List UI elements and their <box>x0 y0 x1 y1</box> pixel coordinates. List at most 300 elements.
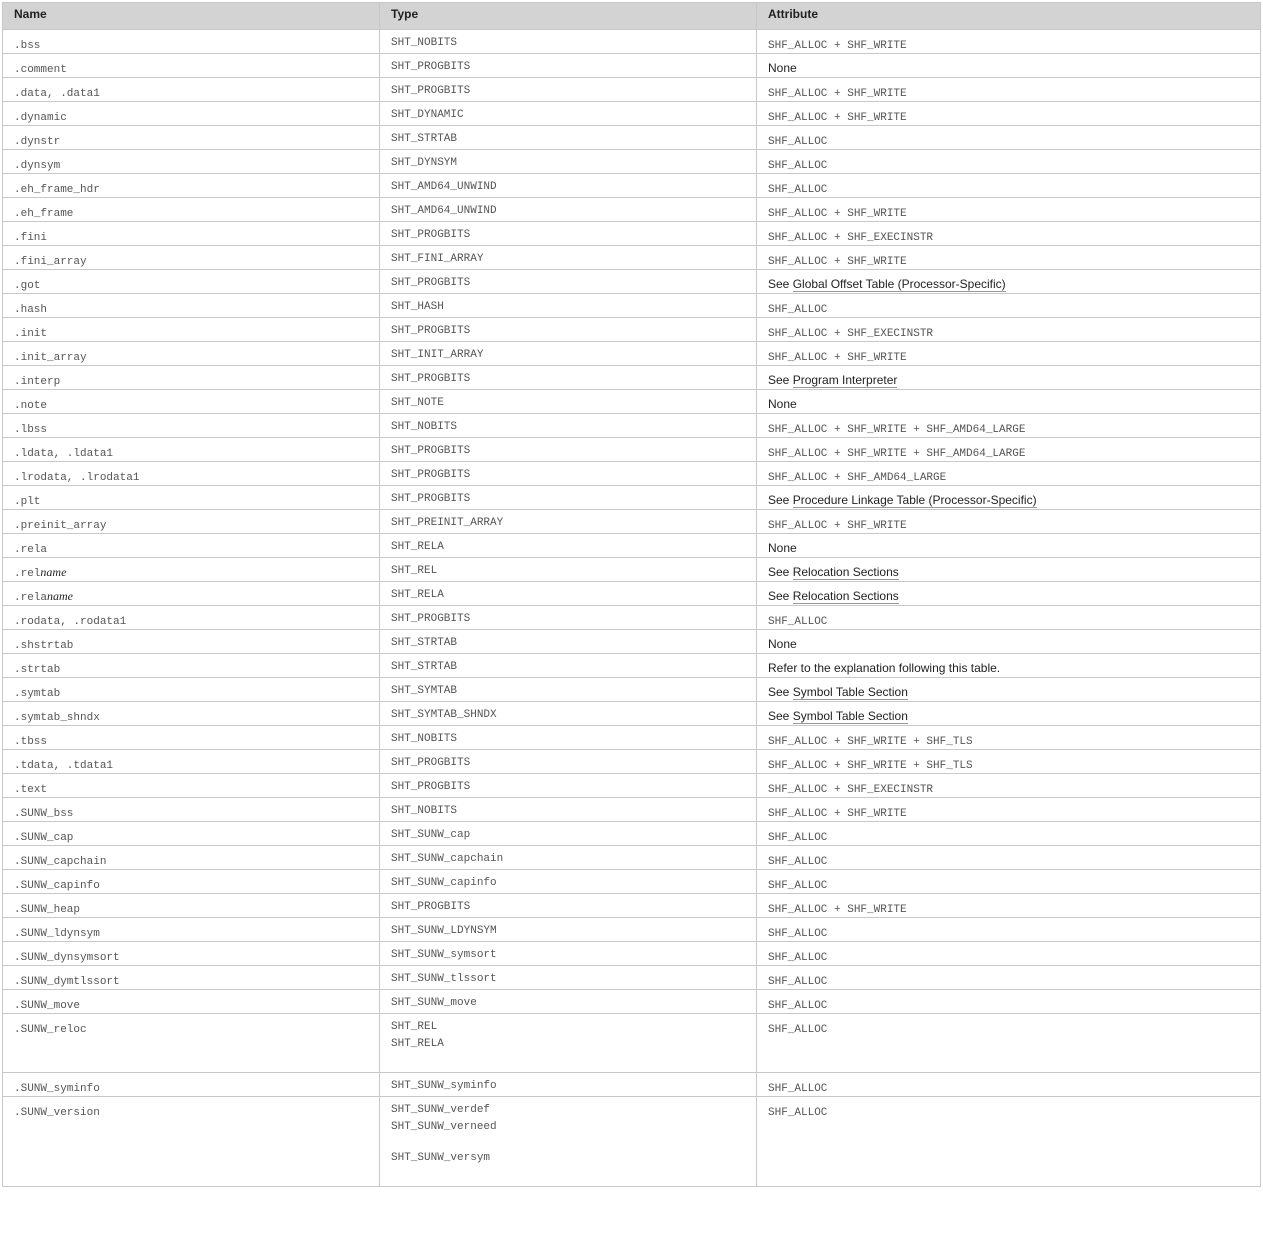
attribute-flags: SHF_ALLOC + SHF_WRITE + SHF_TLS <box>768 760 973 772</box>
section-type: SHT_PROGBITS <box>391 469 471 481</box>
table-row <box>3 198 1261 222</box>
attribute-flags: SHF_ALLOC + SHF_WRITE <box>768 808 907 820</box>
cell-type <box>380 486 757 510</box>
cell-name <box>3 558 380 582</box>
cell-type <box>380 198 757 222</box>
attribute-flags: SHF_ALLOC + SHF_WRITE <box>768 208 907 220</box>
attribute-flags: SHF_ALLOC <box>768 1024 828 1036</box>
cell-type <box>380 174 757 198</box>
table-row <box>3 318 1261 342</box>
section-type: SHT_REL <box>391 1021 438 1033</box>
cell-attribute <box>757 486 1261 510</box>
section-name: .rela <box>14 592 48 604</box>
attribute-reference <box>768 589 899 604</box>
cell-attribute <box>757 774 1261 798</box>
section-type: SHT_RELA <box>391 541 444 553</box>
cell-name <box>3 246 380 270</box>
table-row <box>3 294 1261 318</box>
section-type: SHT_NOTE <box>391 397 444 409</box>
section-name: .rodata, .rodata1 <box>14 616 127 628</box>
section-name: .eh_frame <box>14 208 74 220</box>
see-prefix: See <box>768 685 793 699</box>
cell-attribute <box>757 846 1261 870</box>
table-row <box>3 534 1261 558</box>
table-row <box>3 1097 1261 1187</box>
cell-name <box>3 534 380 558</box>
attribute-flags: SHF_ALLOC + SHF_WRITE <box>768 112 907 124</box>
section-name: .SUNW_capchain <box>14 856 107 868</box>
cell-type <box>380 102 757 126</box>
cell-name <box>3 894 380 918</box>
cell-name <box>3 30 380 54</box>
cell-type <box>380 798 757 822</box>
cell-attribute <box>757 630 1261 654</box>
attribute-text: None <box>768 637 797 651</box>
cell-attribute <box>757 822 1261 846</box>
attribute-flags: SHF_ALLOC + SHF_EXECINSTR <box>768 328 934 340</box>
section-name: .rel <box>14 568 41 580</box>
table-row <box>3 630 1261 654</box>
cell-attribute <box>757 918 1261 942</box>
table-row <box>3 966 1261 990</box>
section-type: SHT_AMD64_UNWIND <box>391 205 497 217</box>
section-name: .symtab_shndx <box>14 712 100 724</box>
see-prefix: See <box>768 565 793 579</box>
cell-type <box>380 726 757 750</box>
cell-type <box>380 390 757 414</box>
cell-name <box>3 222 380 246</box>
cell-name <box>3 798 380 822</box>
section-name: .comment <box>14 64 67 76</box>
table-row <box>3 798 1261 822</box>
attribute-flags: SHF_ALLOC + SHF_WRITE <box>768 40 907 52</box>
cell-type <box>380 318 757 342</box>
cell-name <box>3 1073 380 1097</box>
cell-name <box>3 438 380 462</box>
reference-link[interactable]: Symbol Table Section <box>792 709 908 723</box>
attribute-flags: SHF_ALLOC + SHF_WRITE + SHF_AMD64_LARGE <box>768 424 1026 436</box>
cell-attribute <box>757 150 1261 174</box>
attribute-flags: SHF_ALLOC + SHF_WRITE <box>768 352 907 364</box>
cell-name <box>3 54 380 78</box>
section-type: SHT_PROGBITS <box>391 229 471 241</box>
cell-attribute <box>757 678 1261 702</box>
cell-name <box>3 582 380 606</box>
section-type: SHT_DYNSYM <box>391 157 458 169</box>
table-row <box>3 774 1261 798</box>
cell-name <box>3 318 380 342</box>
cell-type <box>380 918 757 942</box>
section-name: .dynsym <box>14 160 61 172</box>
section-name: .note <box>14 400 48 412</box>
reference-link[interactable]: Global Offset Table (Processor-Specific) <box>792 277 1006 291</box>
cell-attribute <box>757 102 1261 126</box>
header-row <box>3 3 1261 30</box>
attribute-reference <box>768 373 897 388</box>
section-name: .strtab <box>14 664 61 676</box>
cell-type <box>380 342 757 366</box>
cell-attribute <box>757 390 1261 414</box>
attribute-flags: SHF_ALLOC <box>768 952 828 964</box>
cell-type <box>380 1073 757 1097</box>
cell-attribute <box>757 222 1261 246</box>
cell-type <box>380 246 757 270</box>
section-name: .tdata, .tdata1 <box>14 760 114 772</box>
cell-type <box>380 702 757 726</box>
section-name: .text <box>14 784 48 796</box>
attribute-flags: SHF_ALLOC <box>768 832 828 844</box>
cell-attribute <box>757 1073 1261 1097</box>
table-row <box>3 846 1261 870</box>
cell-attribute <box>757 702 1261 726</box>
section-type: SHT_SYMTAB <box>391 685 458 697</box>
cell-name <box>3 174 380 198</box>
section-type: SHT_SUNW_cap <box>391 829 471 841</box>
cell-name <box>3 198 380 222</box>
section-type: SHT_STRTAB <box>391 637 458 649</box>
column-header-type: Type <box>380 3 757 30</box>
table-row <box>3 1073 1261 1097</box>
section-name: .fini <box>14 232 48 244</box>
cell-attribute <box>757 582 1261 606</box>
section-type: SHT_PROGBITS <box>391 85 471 97</box>
section-type: SHT_NOBITS <box>391 421 458 433</box>
cell-type <box>380 894 757 918</box>
cell-name <box>3 270 380 294</box>
cell-name <box>3 414 380 438</box>
reference-link[interactable]: Program Interpreter <box>792 373 898 387</box>
section-type: SHT_NOBITS <box>391 733 458 745</box>
reference-link[interactable]: Symbol Table Section <box>792 685 908 699</box>
cell-type <box>380 990 757 1014</box>
cell-attribute <box>757 30 1261 54</box>
table-row <box>3 510 1261 534</box>
cell-attribute <box>757 510 1261 534</box>
section-type: SHT_SUNW_verneed <box>391 1121 497 1133</box>
section-type: SHT_INIT_ARRAY <box>391 349 484 361</box>
section-name: .SUNW_reloc <box>14 1024 87 1036</box>
section-table <box>2 2 1261 1187</box>
cell-attribute <box>757 414 1261 438</box>
section-name: .interp <box>14 376 61 388</box>
table-row <box>3 438 1261 462</box>
cell-name <box>3 678 380 702</box>
section-type: SHT_PROGBITS <box>391 493 471 505</box>
cell-name <box>3 630 380 654</box>
table-row <box>3 462 1261 486</box>
section-name: .lbss <box>14 424 48 436</box>
cell-name <box>3 774 380 798</box>
section-type: SHT_PROGBITS <box>391 325 471 337</box>
cell-attribute <box>757 942 1261 966</box>
section-type: SHT_RELA <box>391 589 444 601</box>
section-name: .SUNW_move <box>14 1000 81 1012</box>
cell-attribute <box>757 1014 1261 1073</box>
cell-type <box>380 54 757 78</box>
table-row <box>3 558 1261 582</box>
cell-type <box>380 510 757 534</box>
section-type: SHT_PROGBITS <box>391 373 471 385</box>
section-type: SHT_HASH <box>391 301 444 313</box>
section-type: SHT_STRTAB <box>391 133 458 145</box>
section-name: .tbss <box>14 736 48 748</box>
table-row <box>3 606 1261 630</box>
section-type: SHT_NOBITS <box>391 37 458 49</box>
table-row <box>3 102 1261 126</box>
section-type: SHT_FINI_ARRAY <box>391 253 484 265</box>
cell-type <box>380 750 757 774</box>
cell-attribute <box>757 606 1261 630</box>
section-type: SHT_SUNW_LDYNSYM <box>391 925 497 937</box>
table-row <box>3 678 1261 702</box>
section-name: .shstrtab <box>14 640 74 652</box>
section-name: .eh_frame_hdr <box>14 184 100 196</box>
attribute-reference <box>768 685 908 700</box>
section-type: SHT_SYMTAB_SHNDX <box>391 709 497 721</box>
attribute-flags: SHF_ALLOC + SHF_WRITE + SHF_AMD64_LARGE <box>768 448 1026 460</box>
attribute-flags: SHF_ALLOC + SHF_EXECINSTR <box>768 232 934 244</box>
section-name: .symtab <box>14 688 61 700</box>
section-type: SHT_PROGBITS <box>391 61 471 73</box>
cell-name <box>3 78 380 102</box>
cell-name <box>3 966 380 990</box>
cell-type <box>380 462 757 486</box>
cell-type <box>380 1014 757 1073</box>
cell-name <box>3 822 380 846</box>
cell-type <box>380 822 757 846</box>
cell-type <box>380 846 757 870</box>
section-name: .ldata, .ldata1 <box>14 448 114 460</box>
attribute-flags: SHF_ALLOC <box>768 1000 828 1012</box>
section-name: .SUNW_dymtlssort <box>14 976 120 988</box>
table-row <box>3 894 1261 918</box>
cell-type <box>380 966 757 990</box>
see-prefix: See <box>768 277 793 291</box>
attribute-text: None <box>768 397 797 411</box>
cell-attribute <box>757 438 1261 462</box>
section-name-placeholder: name <box>40 565 67 579</box>
section-type: SHT_SUNW_capchain <box>391 853 504 865</box>
cell-attribute <box>757 726 1261 750</box>
section-name: .fini_array <box>14 256 87 268</box>
cell-name <box>3 870 380 894</box>
cell-attribute <box>757 462 1261 486</box>
cell-name <box>3 990 380 1014</box>
cell-attribute <box>757 318 1261 342</box>
table-row <box>3 30 1261 54</box>
section-type: SHT_SUNW_symsort <box>391 949 497 961</box>
table-row <box>3 702 1261 726</box>
reference-link[interactable]: Procedure Linkage Table (Processor-Specific) <box>792 493 1037 507</box>
reference-link[interactable]: Relocation Sections <box>792 589 899 603</box>
table-row <box>3 126 1261 150</box>
section-name: .lrodata, .lrodata1 <box>14 472 140 484</box>
cell-name <box>3 126 380 150</box>
section-name: .SUNW_ldynsym <box>14 928 100 940</box>
section-name-placeholder: name <box>47 589 74 603</box>
section-name: .init <box>14 328 48 340</box>
attribute-flags: SHF_ALLOC + SHF_WRITE <box>768 520 907 532</box>
column-header-attribute: Attribute <box>757 3 1261 30</box>
reference-link[interactable]: Relocation Sections <box>792 565 899 579</box>
cell-attribute <box>757 558 1261 582</box>
section-name: .bss <box>14 40 41 52</box>
cell-type <box>380 126 757 150</box>
attribute-flags: SHF_ALLOC <box>768 184 828 196</box>
cell-type <box>380 222 757 246</box>
section-type: SHT_PROGBITS <box>391 613 471 625</box>
table-row <box>3 870 1261 894</box>
attribute-flags: SHF_ALLOC + SHF_WRITE + SHF_TLS <box>768 736 973 748</box>
cell-attribute <box>757 870 1261 894</box>
table-body <box>3 30 1261 1187</box>
cell-attribute <box>757 798 1261 822</box>
cell-name <box>3 1014 380 1073</box>
section-name: .SUNW_syminfo <box>14 1083 100 1095</box>
cell-type <box>380 942 757 966</box>
cell-type <box>380 1097 757 1187</box>
attribute-flags: SHF_ALLOC <box>768 1107 828 1119</box>
attribute-reference <box>768 565 899 580</box>
table-row <box>3 246 1261 270</box>
cell-name <box>3 750 380 774</box>
table-row <box>3 366 1261 390</box>
section-name: .init_array <box>14 352 87 364</box>
attribute-reference <box>768 709 908 724</box>
section-name: .hash <box>14 304 48 316</box>
see-prefix: See <box>768 373 793 387</box>
table-row <box>3 270 1261 294</box>
cell-type <box>380 438 757 462</box>
cell-attribute <box>757 1097 1261 1187</box>
cell-type <box>380 366 757 390</box>
cell-type <box>380 270 757 294</box>
section-name: .data, .data1 <box>14 88 100 100</box>
cell-type <box>380 582 757 606</box>
section-name: .preinit_array <box>14 520 107 532</box>
table-row <box>3 726 1261 750</box>
attribute-flags: SHF_ALLOC <box>768 856 828 868</box>
cell-attribute <box>757 54 1261 78</box>
table-row <box>3 150 1261 174</box>
cell-type <box>380 30 757 54</box>
see-prefix: See <box>768 493 793 507</box>
cell-type <box>380 870 757 894</box>
section-type: SHT_PROGBITS <box>391 277 471 289</box>
attribute-text: None <box>768 61 797 75</box>
section-type: SHT_PROGBITS <box>391 781 471 793</box>
section-type: SHT_REL <box>391 565 438 577</box>
cell-type <box>380 534 757 558</box>
attribute-flags: SHF_ALLOC + SHF_WRITE <box>768 88 907 100</box>
cell-name <box>3 606 380 630</box>
attribute-reference <box>768 277 1006 292</box>
cell-name <box>3 1097 380 1187</box>
cell-type <box>380 78 757 102</box>
cell-name <box>3 486 380 510</box>
table-row <box>3 174 1261 198</box>
section-type: SHT_SUNW_capinfo <box>391 877 497 889</box>
table-row <box>3 414 1261 438</box>
section-type: SHT_SUNW_move <box>391 997 477 1009</box>
see-prefix: See <box>768 709 793 723</box>
column-header-name: Name <box>3 3 380 30</box>
section-name: .got <box>14 280 41 292</box>
cell-name <box>3 462 380 486</box>
section-type: SHT_STRTAB <box>391 661 458 673</box>
table-row <box>3 222 1261 246</box>
cell-attribute <box>757 270 1261 294</box>
see-prefix: See <box>768 589 793 603</box>
attribute-flags: SHF_ALLOC <box>768 160 828 172</box>
section-name: .SUNW_cap <box>14 832 74 844</box>
cell-type <box>380 150 757 174</box>
cell-name <box>3 846 380 870</box>
cell-type <box>380 414 757 438</box>
table-row <box>3 654 1261 678</box>
section-type: SHT_SUNW_tlssort <box>391 973 497 985</box>
cell-name <box>3 702 380 726</box>
cell-attribute <box>757 894 1261 918</box>
cell-name <box>3 726 380 750</box>
attribute-flags: SHF_ALLOC + SHF_EXECINSTR <box>768 784 934 796</box>
table-row <box>3 342 1261 366</box>
attribute-flags: SHF_ALLOC <box>768 616 828 628</box>
cell-attribute <box>757 990 1261 1014</box>
cell-type <box>380 774 757 798</box>
cell-type <box>380 630 757 654</box>
cell-attribute <box>757 966 1261 990</box>
cell-type <box>380 294 757 318</box>
table-row <box>3 390 1261 414</box>
section-type: SHT_PREINIT_ARRAY <box>391 517 504 529</box>
attribute-flags: SHF_ALLOC <box>768 880 828 892</box>
attribute-flags: SHF_ALLOC <box>768 136 828 148</box>
table-row <box>3 942 1261 966</box>
section-name: .SUNW_version <box>14 1107 100 1119</box>
cell-attribute <box>757 294 1261 318</box>
section-name: .rela <box>14 544 48 556</box>
section-type: SHT_AMD64_UNWIND <box>391 181 497 193</box>
section-type: SHT_SUNW_syminfo <box>391 1080 497 1092</box>
cell-name <box>3 918 380 942</box>
section-type: SHT_PROGBITS <box>391 445 471 457</box>
section-name: .SUNW_dynsymsort <box>14 952 120 964</box>
section-name: .plt <box>14 496 41 508</box>
cell-name <box>3 342 380 366</box>
cell-name <box>3 390 380 414</box>
cell-attribute <box>757 126 1261 150</box>
attribute-text: None <box>768 541 797 555</box>
table-row <box>3 990 1261 1014</box>
section-type: SHT_DYNAMIC <box>391 109 464 121</box>
attribute-flags: SHF_ALLOC + SHF_WRITE <box>768 904 907 916</box>
cell-type <box>380 678 757 702</box>
cell-attribute <box>757 654 1261 678</box>
attribute-flags: SHF_ALLOC <box>768 976 828 988</box>
attribute-flags: SHF_ALLOC <box>768 304 828 316</box>
cell-attribute <box>757 534 1261 558</box>
section-name: .SUNW_bss <box>14 808 74 820</box>
section-type: SHT_NOBITS <box>391 805 458 817</box>
cell-attribute <box>757 342 1261 366</box>
section-type: SHT_RELA <box>391 1038 444 1050</box>
cell-attribute <box>757 750 1261 774</box>
table-row <box>3 582 1261 606</box>
cell-name <box>3 366 380 390</box>
attribute-text: Refer to the explanation following this table. <box>768 661 1001 675</box>
section-type: SHT_PROGBITS <box>391 901 471 913</box>
